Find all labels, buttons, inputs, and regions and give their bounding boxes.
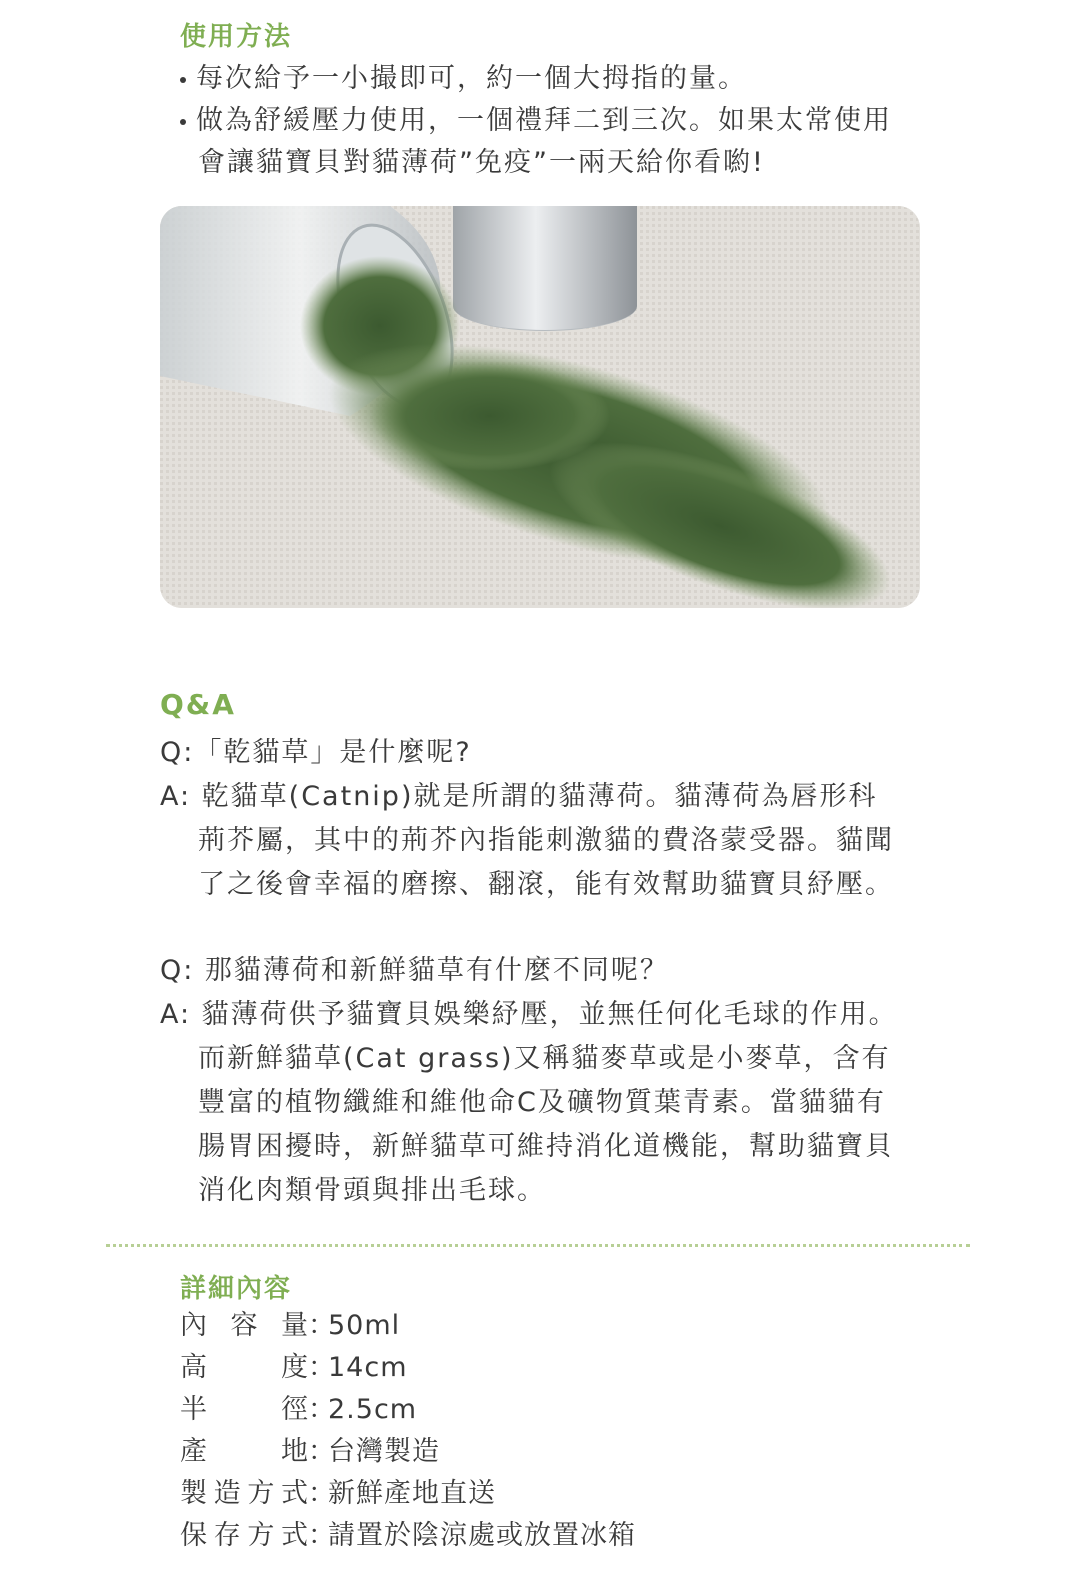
qa-answer-1-line-3: 了之後會幸福的磨擦、翻滾，能有效幫助貓寶貝紓壓。 [198,869,894,900]
qa-answer-2-line-4: 腸胃困擾時，新鮮貓草可維持消化道機能，幫助貓寶貝 [198,1131,894,1162]
bullet-dot-icon [180,77,186,83]
detail-row-capacity [180,1308,400,1344]
detail-label: 保存方式 [180,1520,308,1551]
detail-label: 半徑 [180,1394,308,1425]
qa-question-1: Q:「乾貓草」是什麼呢? [160,737,472,768]
usage-bullet-2: 做為舒緩壓力使用，一個禮拜二到三次。如果太常使用 [180,98,892,137]
detail-value: 2.5cm [328,1394,418,1425]
detail-row-height [180,1350,408,1386]
catnip-jar-illustration [160,206,920,608]
bullet-dot-icon [180,119,186,125]
detail-label: 產地 [180,1436,308,1467]
qa-answer-2-line-5: 消化肉類骨頭與排出毛球。 [198,1175,546,1206]
detail-colon: ： [308,1478,335,1509]
usage-bullet-1: 每次給予一小撮即可，約一個大拇指的量。 [180,56,747,95]
qa-answer-2-line-3: 豐富的植物纖維和維他命C及礦物質葉青素。當貓貓有 [198,1087,886,1118]
detail-value: 新鮮產地直送 [328,1478,496,1509]
detail-value: 請置於陰涼處或放置冰箱 [328,1520,636,1551]
qa-answer-1-line-2: 荊芥屬，其中的荊芥內指能刺激貓的費洛蒙受器。貓聞 [198,825,894,856]
usage-bullet-2-cont: 會讓貓寶貝對貓薄荷”免疫”一兩天給你看喲! [198,147,765,178]
detail-value: 14cm [328,1352,408,1383]
detail-value: 50ml [328,1310,401,1341]
qa-question-2: Q: 那貓薄荷和新鮮貓草有什麼不同呢？ [160,955,669,986]
qa-title: Q&A [160,688,236,721]
detail-colon: ： [308,1310,335,1341]
catnip-photo [160,206,920,608]
qa-answer-2-line-2: 而新鮮貓草(Cat grass)又稱貓麥草或是小麥草，含有 [198,1043,891,1074]
detail-colon: ： [308,1394,335,1425]
qa-answer-2-line-1: A: 貓薄荷供予貓寶貝娛樂紓壓，並無任何化毛球的作用。 [160,999,898,1030]
detail-label: 製造方式 [180,1478,308,1509]
detail-label: 高度 [180,1352,308,1383]
detail-colon: ： [308,1436,335,1467]
qa-answer-1-line-1: A: 乾貓草(Catnip)就是所謂的貓薄荷。貓薄荷為唇形科 [160,781,878,812]
detail-row-origin [180,1434,440,1470]
usage-title: 使用方法 [180,22,293,52]
detail-colon: ： [308,1520,335,1551]
dotted-divider [106,1244,970,1247]
detail-row-radius [180,1392,417,1428]
detail-label: 內容量 [180,1310,308,1341]
detail-row-method [180,1476,496,1512]
detail-colon: ： [308,1352,335,1383]
detail-row-storage [180,1518,636,1554]
details-title: 詳細內容 [180,1274,293,1304]
detail-value: 台灣製造 [328,1436,440,1467]
